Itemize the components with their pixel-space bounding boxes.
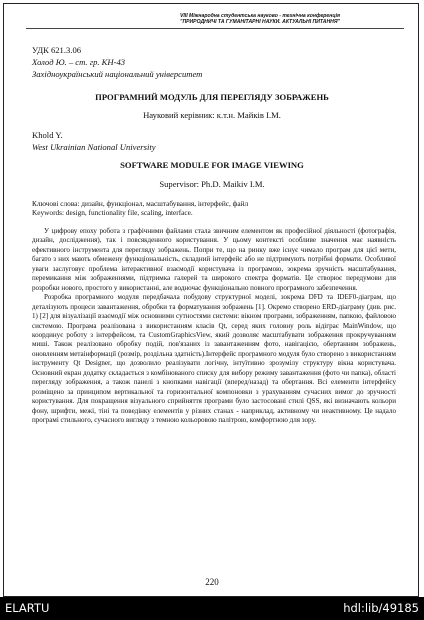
keywords-en: Keywords: design, functionality file, scaling, interface. bbox=[32, 208, 193, 217]
footer-repository-label: ELARTU bbox=[5, 601, 50, 615]
author-en: Khold Y. bbox=[32, 130, 63, 140]
university-en: West Ukrainian National University bbox=[32, 142, 156, 152]
university-ua: Західноукраїнський національний університет bbox=[32, 69, 203, 79]
paragraph-1: У цифрову епоху робота з графічними файлами стала звичним елементом як професійної діяльності (фотографія, дизайн, дослідження), так і повсякденного користування. У цьому контексті особливе значення має наявність ефективного інструмента для перегляду зображень. Попри те, що на ринку вже існує чимало програм для цієї мети, багато з них мають обмежену функціональність, складний інтерфейс або не підтримують потрібні формати. Особливої уваги заслуговує проблема інтерактивної взаємодії користувача із програмою, зокрема зручність масштабування, перемикання між зображеннями, підтримка галерей та широкого спектра форматів. Це створює передумови для розробки нового, простого у використанні, але водночас функціонально повного програмного забезпечення. bbox=[32, 227, 396, 292]
conference-line-1: VIII Міжнародна студентська науково - технічна конференція bbox=[179, 13, 341, 19]
supervisor-en: Supervisor: Ph.D. Maikiv I.M. bbox=[159, 179, 265, 189]
udc-code: УДК 621.3.06 bbox=[32, 45, 82, 55]
supervisor-ua: Науковий керівник: к.т.н. Майків І.М. bbox=[143, 110, 281, 120]
title-en: SOFTWARE MODULE FOR IMAGE VIEWING bbox=[120, 160, 304, 170]
footer-handle-label: hdl:lib/49185 bbox=[343, 601, 419, 615]
page-number: 220 bbox=[205, 577, 219, 587]
paragraph-2: Розробка програмного модуля передбачала побудову структурної моделі, зокрема DFD та IDEF0-діаграм, що деталізують процеси завантаження, обробки та форматування зображень [1]. Окремо створено ERD-діаграму (див. рис. 1) [2] для візуалізації взаємодії між основними сутностями системи: вікном програми, зображенням, папкою, файловою системою. Програма реалізована з використанням класів Qt, серед яких головну роль відіграє MainWindow, що координує роботу з інтерфейсом, та CustomGraphicsView, який дозволяє масштабувати зображення прокручуванням миші. Також реалізовано обробку подій, пов'язаних із завантаженням фото, навігацією, обертанням зображень, оновленням метаінформації (розмір, роздільна здатність).Інтерфейс програмного модуля було створено з використанням інструменту Qt Designer, що дозволило реалізувати логічну, інтуїтивно зрозумілу структуру вікна користувача. Основний екран додатку складається з комбінованого списку для вибору режиму завантаження (фото чи папка), області перегляду зображення, а також панелі з кнопками навігації (вперед/назад) та обертання. Всі елементи інтерфейсу розміщено за принципом вертикальної та горизонтальної компоновки з урахуванням сучасних вимог до зручності користування. Для покращення візуального сприйняття програми було застосовані стилі QSS, які визначають кольори фону, шрифти, межі, тіні та поведінку елементів у різних станах - наприклад, активному чи неактивному. Це надало програмі стильного, сучасного вигляду з темною кольоровою палітрою, комфортною для зору. bbox=[32, 293, 396, 425]
header-divider bbox=[26, 28, 404, 29]
keywords-ua: Ключові слова: дизайн, функціонал, масштабування, інтерфейс, файл bbox=[32, 199, 249, 208]
footer-bar bbox=[0, 597, 424, 620]
document-page bbox=[3, 3, 419, 597]
title-ua: ПРОГРАМНИЙ МОДУЛЬ ДЛЯ ПЕРЕГЛЯДУ ЗОБРАЖЕНЬ bbox=[95, 92, 329, 102]
conference-line-2: "ПРИРОДНИЧІ ТА ГУМАНІТАРНІ НАУКИ. АКТУАЛЬНІ ПИТАННЯ" bbox=[180, 19, 340, 25]
article-body bbox=[32, 227, 396, 426]
author-ua: Холод Ю. – ст. гр. КН-43 bbox=[32, 57, 126, 67]
conference-header bbox=[154, 13, 366, 25]
